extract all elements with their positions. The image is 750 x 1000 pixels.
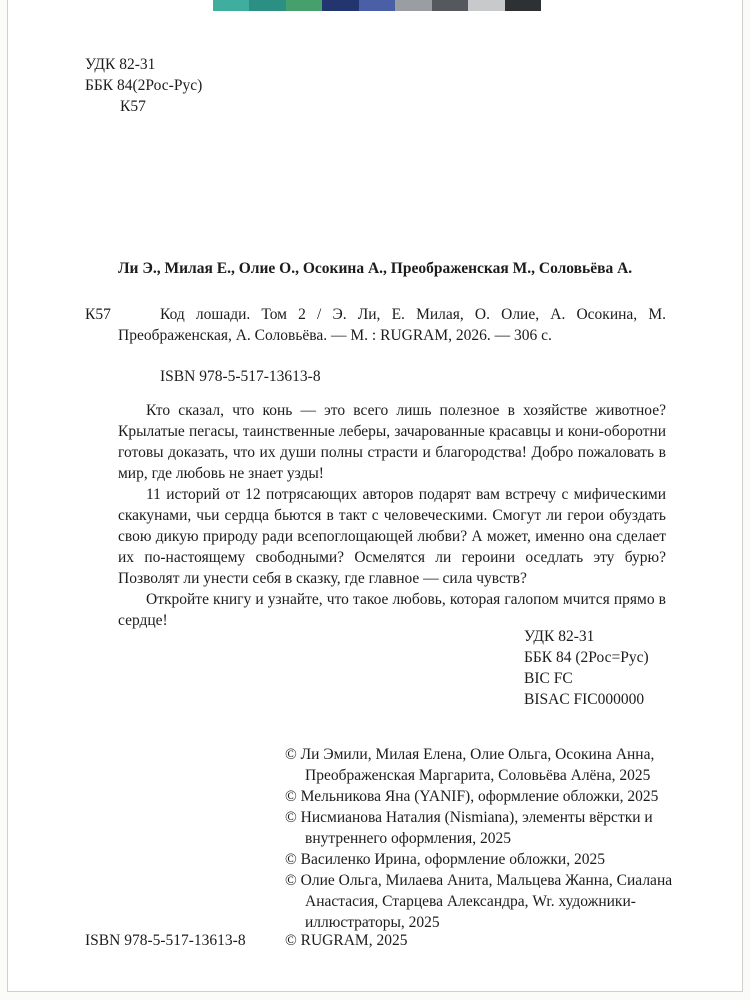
author-sign-code-top: К57 <box>120 98 146 115</box>
isbn-line: ISBN 978-5-517-13613-8 <box>160 368 321 385</box>
annotation <box>118 400 666 631</box>
color-bar <box>213 0 541 11</box>
bibliographic-entry: Код лошади. Том 2 / Э. Ли, Е. Милая, О. Олие, А. Осокина, М. Преображенская, А. Соловьёва. — М. : RUGRAM, 2026. — 306 с. <box>118 306 666 344</box>
credit-item: © Олие Ольга, Милаева Анита, Мальцева Жанна, Сиалана Анастасия, Старцева Александра, Wr. художники-иллюстраторы, 2025 <box>285 872 673 931</box>
udk-code-top: УДК 82-31 <box>85 56 156 73</box>
bbk-code-top: ББК 84(2Рос-Рус) <box>85 77 203 94</box>
credit-item: © Василенко Ирина, оформление обложки, 2025 <box>285 851 605 868</box>
credit-item: © Мельникова Яна (YANIF), оформление обложки, 2025 <box>285 788 659 805</box>
copyright-credits <box>285 744 679 933</box>
color-bar-segment <box>249 0 285 11</box>
bbk-code-right: ББК 84 (2Рос=Рус) <box>524 649 649 666</box>
right-classification-codes <box>524 626 649 710</box>
bic-code: BIC FC <box>524 670 573 687</box>
top-classification-codes <box>85 54 202 117</box>
color-bar-segment <box>286 0 322 11</box>
color-bar-segment <box>395 0 431 11</box>
color-bar-segment <box>213 0 249 11</box>
publisher-copyright: © RUGRAM, 2025 <box>285 932 408 949</box>
footer-isbn: ISBN 978-5-517-13613-8 <box>85 932 246 949</box>
annotation-paragraph-1: Кто сказал, что конь — это всего лишь полезное в хозяйстве животное? Крылатые пегасы, таинственные леберы, зачарованные красавцы и кони-оборотни готовы доказать, что их души полны страсти и благородства! Добро пожаловать в мир, где любовь не знает узды! <box>118 402 666 482</box>
annotation-paragraph-2: 11 историй от 12 потрясающих авторов подарят вам встречу с мифическими скакунами, чьи сердца бьются в такт с человеческими. Смогут ли герои обуздать свою дикую природу ради всепоглощающей любви? А может, именно она сделает их по-настоящему свободными? Осмелятся ли героини оседлать эту бурю? Позволят ли унести себя в сказку, где главное — сила чувств? <box>118 486 666 587</box>
credit-item: © Нисмианова Наталия (Nismiana), элементы вёрстки и внутреннего оформления, 2025 <box>285 809 653 847</box>
color-bar-segment <box>505 0 541 11</box>
authors-heading: Ли Э., Милая Е., Олие О., Осокина А., Преображенская М., Соловьёва А. <box>118 260 633 277</box>
color-bar-segment <box>359 0 395 11</box>
credit-item: © Ли Эмили, Милая Елена, Олие Ольга, Осокина Анна, Преображенская Маргарита, Соловьёва Алёна, 2025 <box>285 746 655 784</box>
color-bar-segment <box>468 0 504 11</box>
author-sign-code-margin: К57 <box>85 306 111 323</box>
annotation-paragraph-3: Откройте книгу и узнайте, что такое любовь, которая галопом мчится прямо в сердце! <box>118 591 666 629</box>
color-bar-segment <box>432 0 468 11</box>
udk-code-right: УДК 82-31 <box>524 628 595 645</box>
color-bar-segment <box>322 0 358 11</box>
bisac-code: BISAC FIC000000 <box>524 691 645 708</box>
